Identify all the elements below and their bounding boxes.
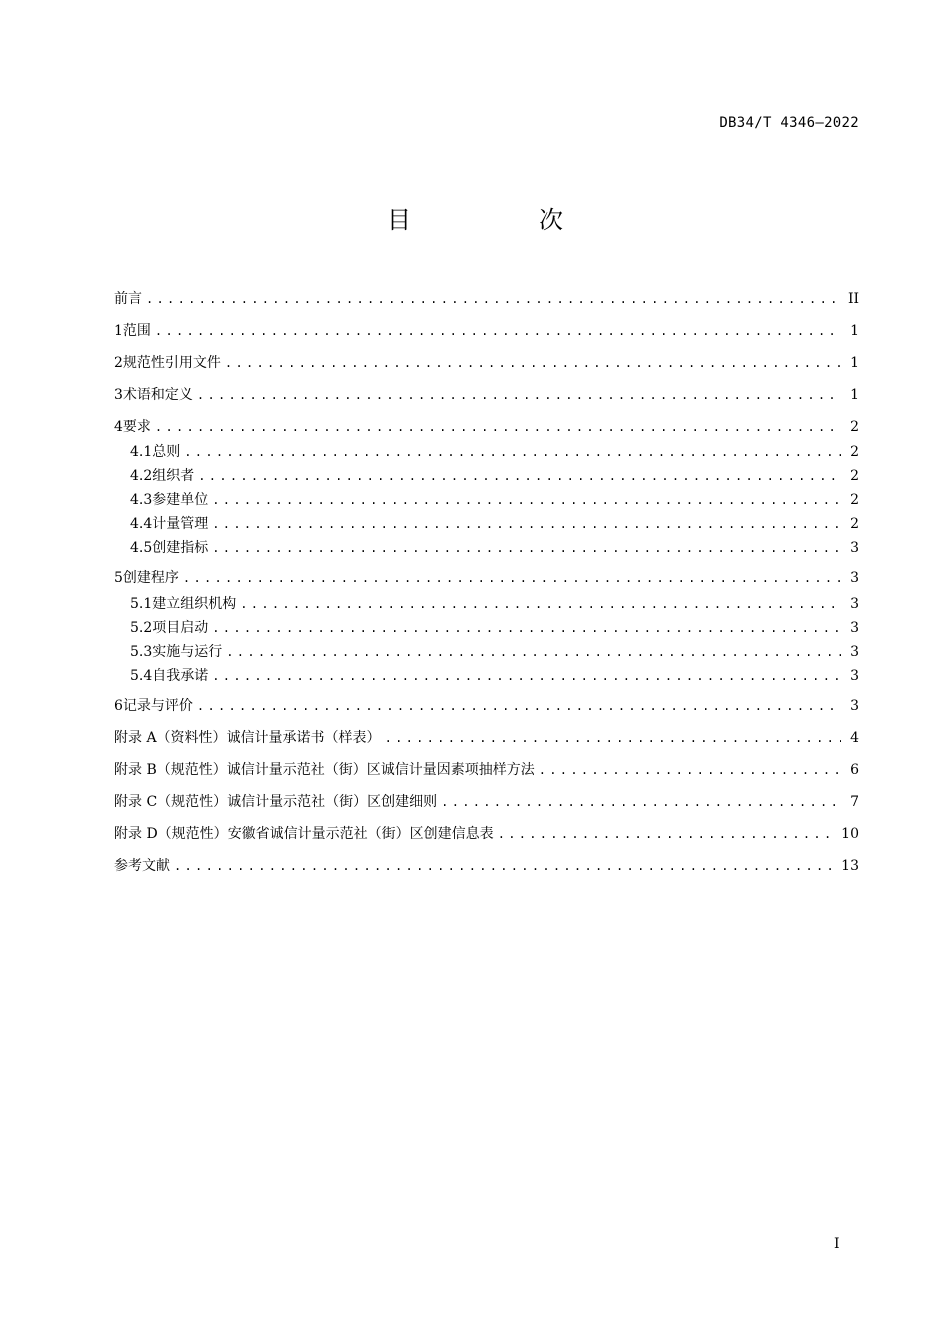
appendix-prefix: 附录 C（规范性） — [114, 794, 228, 810]
toc-entry-references[interactable] — [114, 855, 859, 877]
dot-leader — [240, 593, 841, 615]
dot-leader — [212, 537, 841, 559]
toc-entry-5-2[interactable] — [130, 617, 859, 639]
toc-entry-label: 计量管理 — [152, 516, 209, 532]
dot-leader — [226, 641, 841, 663]
toc-section-number: 5.1 — [130, 596, 153, 612]
dot-leader — [225, 352, 841, 374]
toc-page-number: 10 — [841, 826, 859, 842]
toc-page-number: 7 — [850, 794, 859, 810]
dot-leader — [146, 288, 841, 310]
toc-section-number: 4.3 — [130, 492, 153, 508]
toc-section-number: 5.4 — [130, 668, 153, 684]
toc-entry-label: 总则 — [152, 444, 181, 460]
toc-page-number: II — [847, 291, 859, 307]
toc-section-number: 4 — [114, 419, 123, 435]
toc-entry-label: 项目启动 — [152, 620, 209, 636]
toc-entry-label: 规范性引用文件 — [122, 355, 221, 371]
toc-entry-4[interactable] — [114, 416, 859, 438]
toc-page-number: 2 — [850, 492, 859, 508]
dot-leader — [197, 695, 841, 717]
toc-page-number: 6 — [850, 762, 859, 778]
toc-entry-label: 参考文献 — [114, 858, 170, 874]
toc-entry-5[interactable] — [114, 567, 859, 589]
toc-entry-4-3[interactable] — [130, 489, 859, 511]
dot-leader — [183, 567, 841, 589]
dot-leader — [174, 855, 837, 877]
dot-leader — [212, 489, 841, 511]
dot-leader — [197, 384, 841, 406]
toc-section-number: 2 — [114, 355, 123, 371]
toc-entry-label: 实施与运行 — [152, 644, 223, 660]
toc-entry-label: 创建程序 — [122, 570, 179, 586]
toc-entry-3[interactable] — [114, 384, 859, 406]
toc-entry-label: 诚信计量示范社（街）区创建细则 — [227, 794, 438, 810]
toc-page-number: 3 — [850, 540, 859, 556]
toc-entry-4-2[interactable] — [130, 465, 859, 487]
toc-section-number: 3 — [114, 387, 123, 403]
toc-title: 目 次 — [387, 206, 615, 234]
toc-page-number: 13 — [841, 858, 859, 874]
toc-section-number: 4.1 — [130, 444, 153, 460]
document-code: DB34/T 4346—2022 — [719, 115, 859, 131]
toc-page-number: 4 — [850, 730, 859, 746]
toc-page-number: 3 — [850, 668, 859, 684]
dot-leader — [212, 513, 841, 535]
appendix-prefix: 附录 B（规范性） — [114, 762, 227, 778]
toc-page-number: 3 — [850, 644, 859, 660]
toc-section-number: 6 — [114, 698, 123, 714]
toc-section-number: 5 — [114, 570, 123, 586]
dot-leader — [198, 465, 841, 487]
toc-page-number: 3 — [850, 570, 859, 586]
dot-leader — [184, 441, 841, 463]
toc-entry-4-4[interactable] — [130, 513, 859, 535]
appendix-prefix: 附录 A（资料性） — [114, 730, 227, 746]
dot-leader — [212, 617, 841, 639]
appendix-prefix: 附录 D（规范性） — [114, 826, 228, 842]
toc-entry-2[interactable] — [114, 352, 859, 374]
toc-entry-label: 前言 — [114, 291, 142, 307]
dot-leader — [155, 320, 841, 342]
toc-entry-label: 建立组织机构 — [152, 596, 237, 612]
toc-page-number: 3 — [850, 698, 859, 714]
toc-entry-appendix-a[interactable] — [114, 727, 859, 749]
toc-entry-5-1[interactable] — [130, 593, 859, 615]
toc-page-number: 3 — [850, 596, 859, 612]
toc-page-number: 2 — [850, 468, 859, 484]
toc-entry-label: 要求 — [122, 419, 151, 435]
toc-section-number: 1 — [114, 323, 123, 339]
toc-entry-label: 自我承诺 — [152, 668, 209, 684]
toc-section-number: 4.2 — [130, 468, 153, 484]
dot-leader — [539, 759, 841, 781]
toc-entry-foreword[interactable] — [114, 288, 859, 310]
page-number: I — [834, 1236, 840, 1252]
toc-page-number: 2 — [850, 444, 859, 460]
toc-entry-label: 安徽省诚信计量示范社（街）区创建信息表 — [227, 826, 494, 842]
toc-entry-5-3[interactable] — [130, 641, 859, 663]
toc-entry-4-1[interactable] — [130, 441, 859, 463]
toc-page-number: 1 — [850, 323, 859, 339]
toc-page-number: 3 — [850, 620, 859, 636]
toc-page-number: 2 — [850, 419, 859, 435]
toc-entry-label: 术语和定义 — [122, 387, 193, 403]
toc-entry-1[interactable] — [114, 320, 859, 342]
toc-page-number: 1 — [850, 387, 859, 403]
dot-leader — [498, 823, 837, 845]
dot-leader — [155, 416, 841, 438]
toc-entry-4-5[interactable] — [130, 537, 859, 559]
toc-section-number: 4.4 — [130, 516, 153, 532]
dot-leader — [385, 727, 841, 749]
toc-entry-label: 参建单位 — [152, 492, 209, 508]
dot-leader — [441, 791, 841, 813]
toc-entry-label: 创建指标 — [152, 540, 209, 556]
toc-page-number: 2 — [850, 516, 859, 532]
toc-entry-appendix-b[interactable] — [114, 759, 859, 781]
toc-entry-label: 范围 — [122, 323, 151, 339]
toc-entry-label: 记录与评价 — [122, 698, 193, 714]
toc-entry-6[interactable] — [114, 695, 859, 717]
toc-section-number: 5.3 — [130, 644, 153, 660]
toc-entry-label: 诚信计量承诺书（样表） — [226, 730, 381, 746]
toc-entry-5-4[interactable] — [130, 665, 859, 687]
toc-entry-appendix-d[interactable] — [114, 823, 859, 845]
toc-page-number: 1 — [850, 355, 859, 371]
toc-entry-label: 诚信计量示范社（街）区诚信计量因素项抽样方法 — [226, 762, 535, 778]
toc-section-number: 5.2 — [130, 620, 153, 636]
toc-entry-appendix-c[interactable] — [114, 791, 859, 813]
dot-leader — [212, 665, 841, 687]
toc-entry-label: 组织者 — [152, 468, 195, 484]
toc-section-number: 4.5 — [130, 540, 153, 556]
